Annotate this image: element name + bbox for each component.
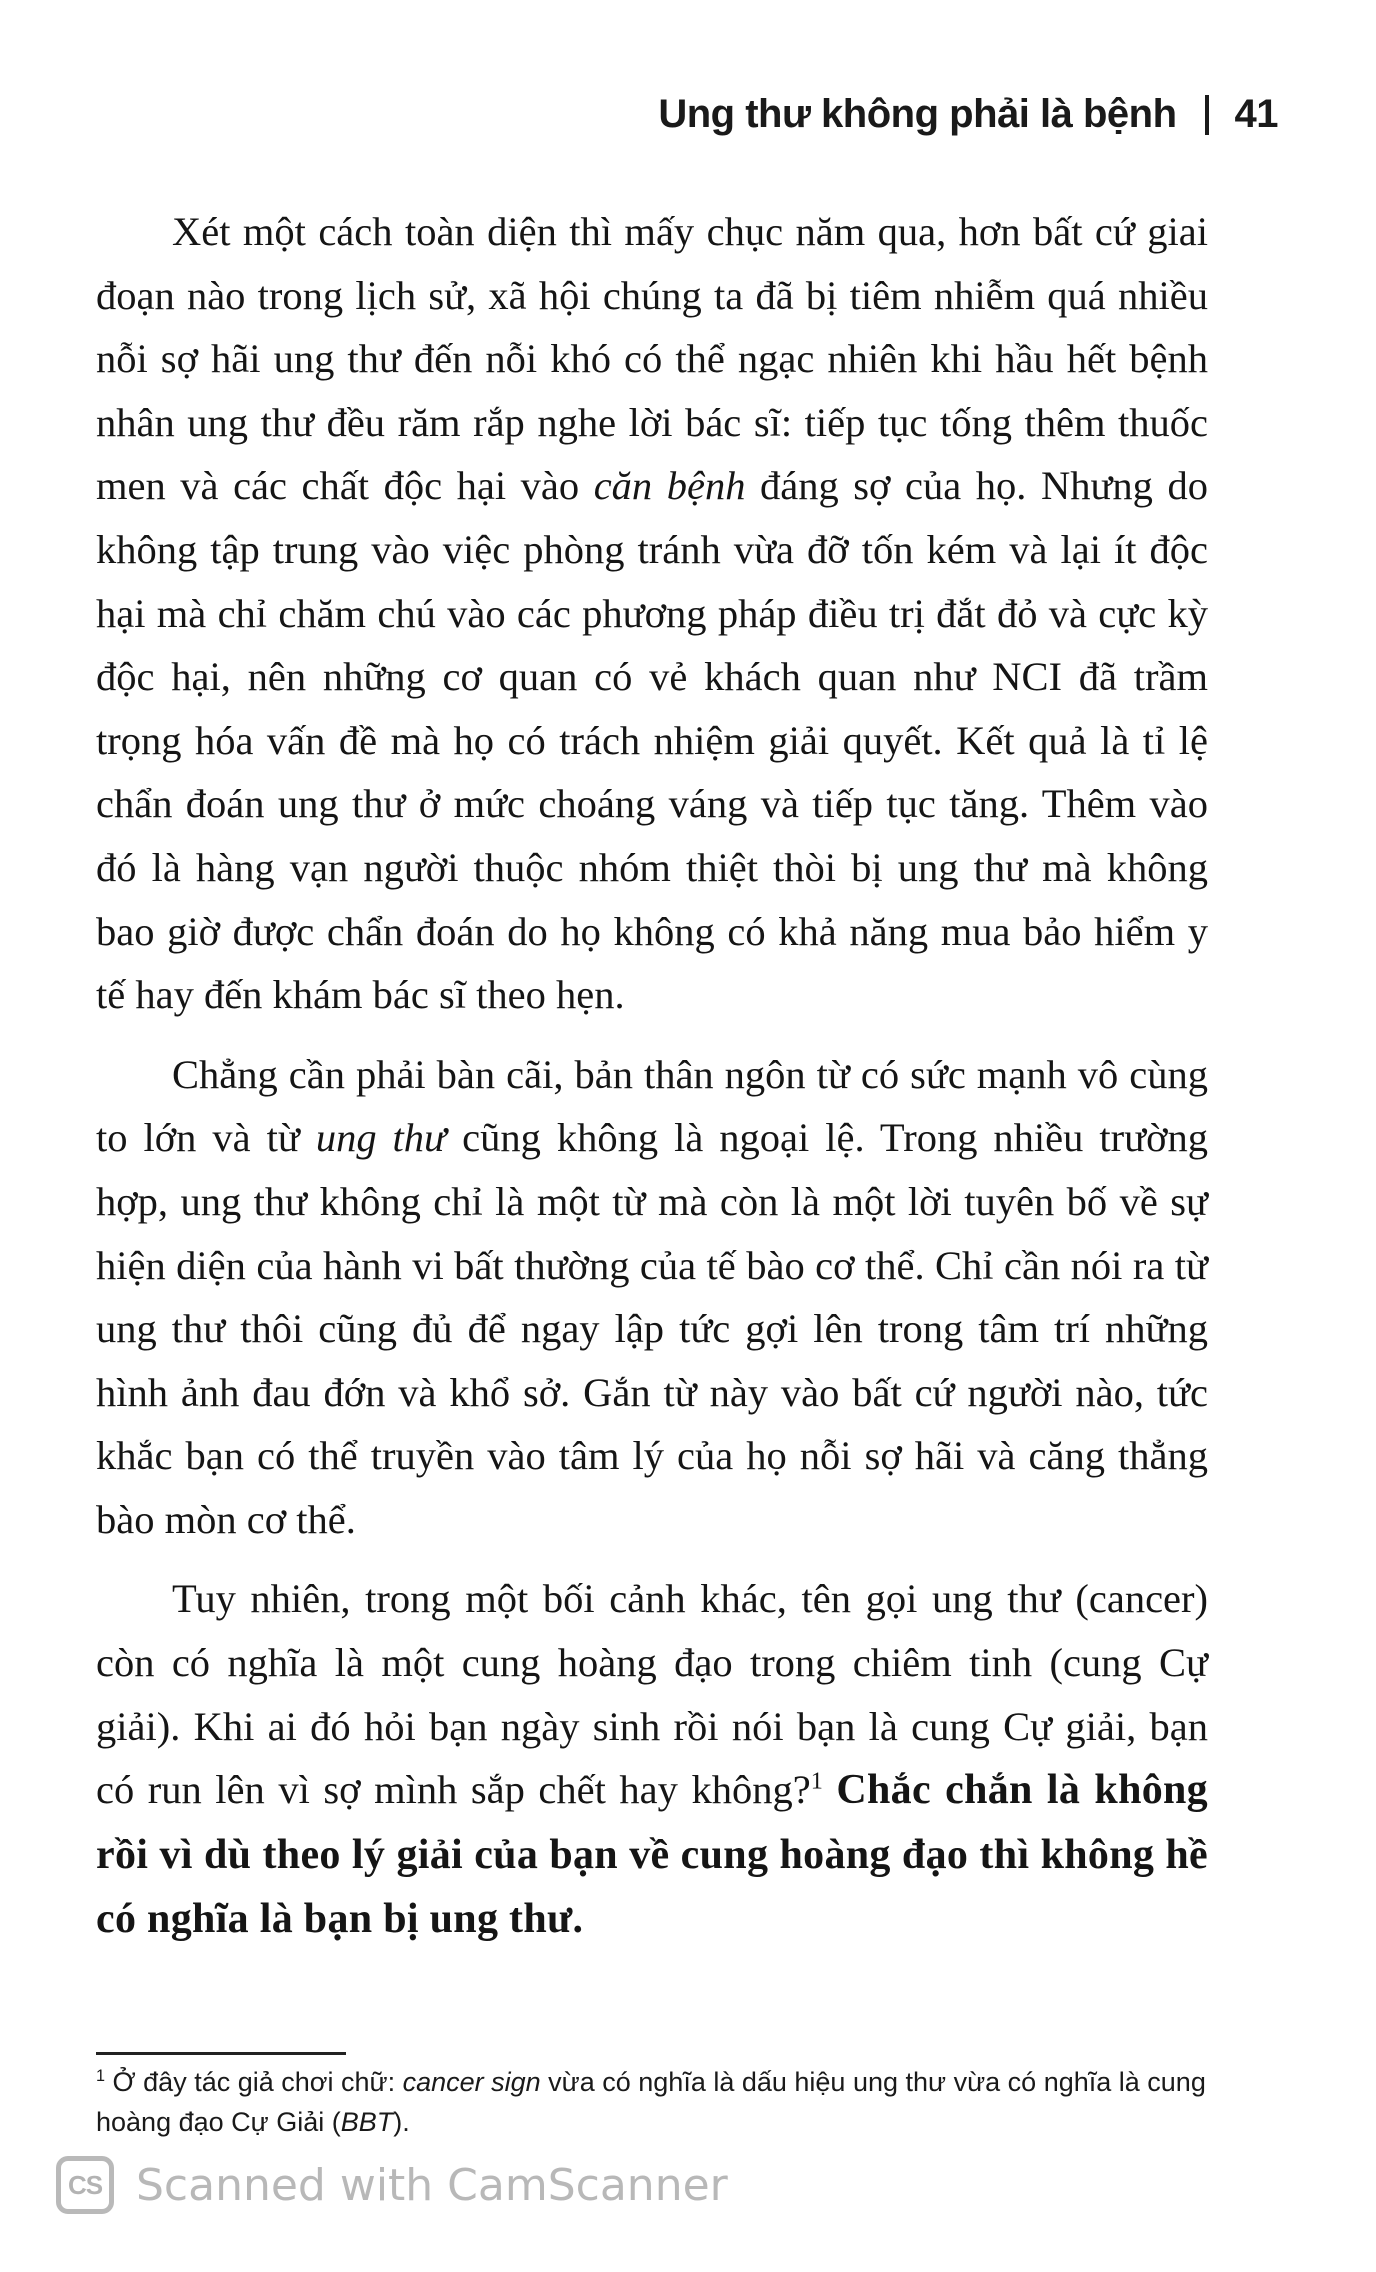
text-run: Ở đây tác giả chơi chữ: [105, 2067, 403, 2097]
text-run: ). [393, 2107, 410, 2137]
paragraph-1 [96, 200, 1208, 1027]
camscanner-logo-icon: CS [56, 2156, 114, 2214]
page-number: 41 [1234, 92, 1278, 136]
text-run: ung thư [315, 1115, 447, 1161]
text-run: Tuy nhiên, trong một bối cảnh khác, tên gọi ung thư (cancer) còn có nghĩa là một cung hoàng đạo trong chiêm tinh (cung Cự giải). Khi ai đó hỏi bạn ngày sinh rồi nói bạn là cung Cự giải, bạn có run lên vì sợ mình sắp chết hay không? [96, 1576, 1208, 1813]
header-separator [1205, 95, 1209, 135]
footnote-marker: 1 [810, 1767, 823, 1795]
footnote-rule [96, 2052, 346, 2055]
running-title: Ung thư không phải là bệnh [658, 92, 1177, 136]
text-run: căn bệnh [593, 463, 746, 509]
text-run: Chắc chắn là không rồi vì dù theo lý giải của bạn về cung hoàng đạo thì không hề có nghĩa là bạn bị ung thư. [96, 1767, 1208, 1943]
paragraph-2 [96, 1043, 1208, 1552]
text-run: Xét một cách toàn diện thì mấy chục năm qua, hơn bất cứ giai đoạn nào trong lịch sử, xã hội chúng ta đã bị tiêm nhiễm quá nhiều nỗi sợ hãi ung thư đến nỗi khó có thể ngạc nhiên khi hầu hết bệnh nhân ung thư đều răm rắp nghe lời bác sĩ: tiếp tục tống thêm thuốc men và các chất độc hại vào [96, 209, 1208, 509]
text-run: BBT [340, 2107, 394, 2137]
watermark-text: Scanned with CamScanner [136, 2159, 728, 2211]
running-header [658, 92, 1278, 137]
paragraph-3 [96, 1567, 1208, 1952]
footnote-marker: 1 [96, 2067, 106, 2085]
text-run: Chẳng cần phải bàn cãi, bản thân ngôn từ có sức mạnh vô cùng to lớn và từ [96, 1051, 1208, 1161]
text-run: đáng sợ của họ. Nhưng do không tập trung vào việc phòng tránh vừa đỡ tốn kém và lại ít độc hại mà chỉ chăm chú vào các phương pháp điều trị đắt đỏ và cực kỳ độc hại, nên những cơ quan có vẻ khách quan như NCI đã trầm trọng hóa vấn đề mà họ có trách nhiệm giải quyết. Kết quả là tỉ lệ chẩn đoán ung thư ở mức choáng váng và tiếp tục tăng. Thêm vào đó là hàng vạn người thuộc nhóm thiệt thòi bị ung thư mà không bao giờ được chẩn đoán do họ không có khả năng mua bảo hiểm y tế hay đến khám bác sĩ theo hẹn. [96, 463, 1208, 1018]
text-run: vừa có nghĩa là dấu hiệu ung thư vừa có nghĩa là cung hoàng đạo Cự Giải ( [96, 2067, 1206, 2137]
body-text [96, 200, 1208, 1952]
text-run [823, 1767, 837, 1812]
scanner-watermark [56, 2156, 728, 2214]
text-run: cancer sign [402, 2067, 541, 2097]
footnote [96, 2062, 1216, 2142]
text-run: cũng không là ngoại lệ. Trong nhiều trường hợp, ung thư không chỉ là một từ mà còn là một lời tuyên bố về sự hiện diện của hành vi bất thường của tế bào cơ thể. Chỉ cần nói ra từ ung thư thôi cũng đủ để ngay lập tức gợi lên trong tâm trí những hình ảnh đau đớn và khổ sở. Gắn từ này vào bất cứ người nào, tức khắc bạn có thể truyền vào tâm lý của họ nỗi sợ hãi và căng thẳng bào mòn cơ thể. [96, 1115, 1208, 1542]
